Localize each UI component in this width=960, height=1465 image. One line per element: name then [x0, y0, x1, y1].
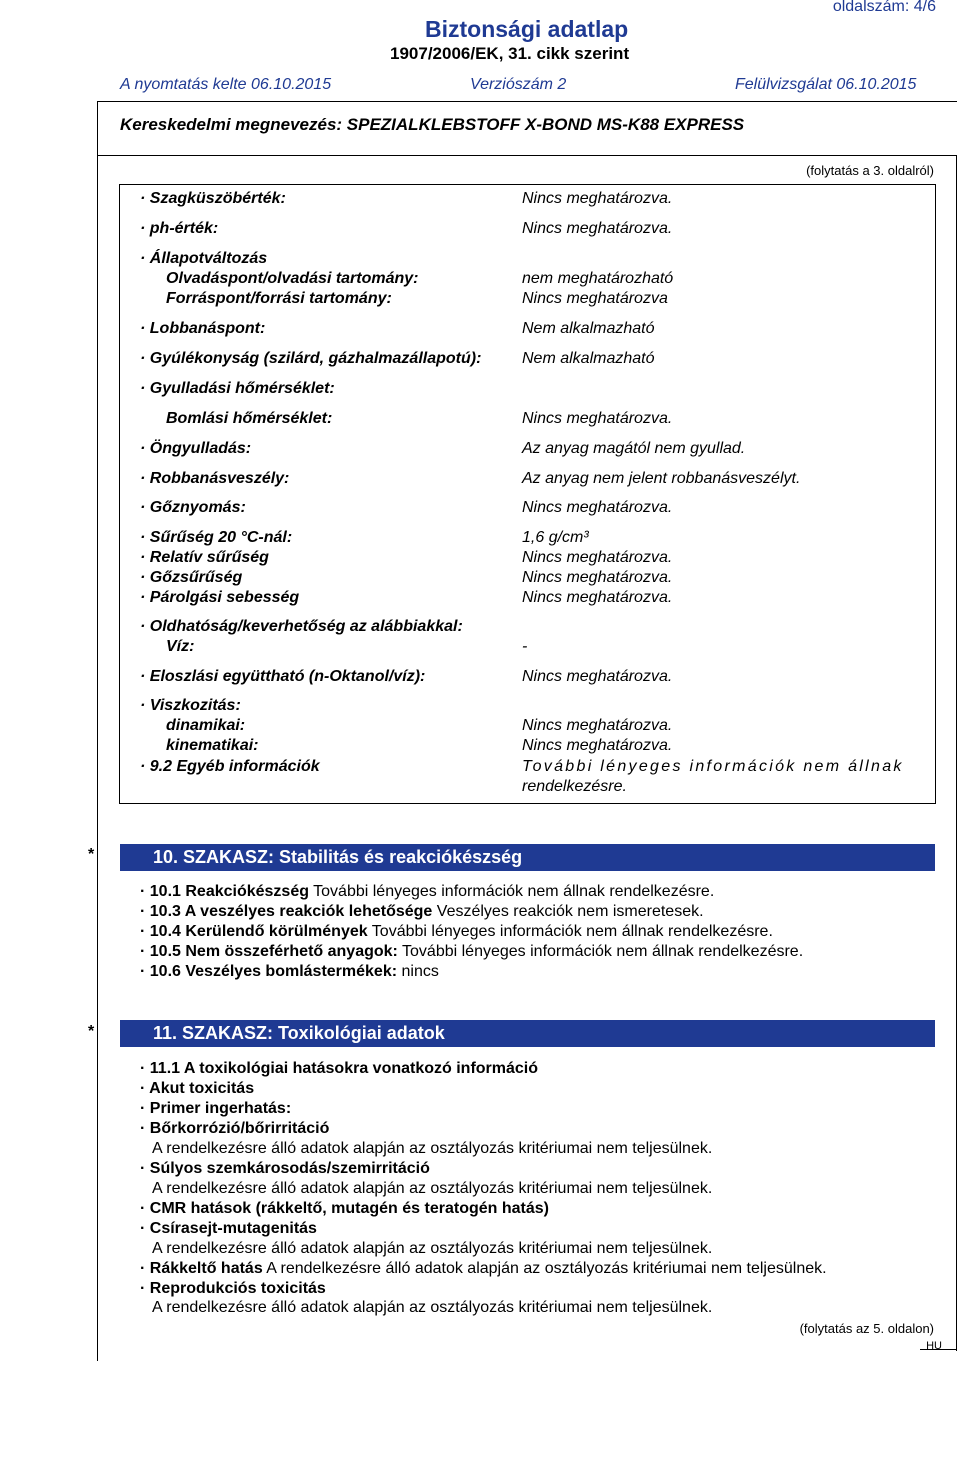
self-ignition-label: · Öngyulladás: — [140, 440, 252, 457]
odour-threshold-label: · Szagküszöbérték: — [140, 190, 286, 207]
skin-corrosion-text: A rendelkezésre álló adatok alapján az osztályozás kritériumai nem teljesülnek. — [152, 1140, 713, 1157]
primary-irritation-label: · Primer ingerhatás: — [140, 1100, 292, 1117]
state-change-label: · Állapotváltozás — [140, 250, 268, 267]
section-10-item — [140, 943, 803, 961]
version: Verziószám 2 — [470, 76, 567, 93]
item-text: További lényeges információk nem állnak rendelkezésre. — [397, 943, 804, 960]
other-info-label: · 9.2 Egyéb információk — [140, 758, 320, 775]
evaporation-rate-label: · Párolgási sebesség — [140, 589, 300, 606]
flammability-label: · Gyúlékonyság (szilárd, gázhalmazállapotú): — [140, 350, 482, 367]
vapour-density-label: · Gőzsűrűség — [140, 569, 243, 586]
odour-threshold-value: Nincs meghatározva. — [522, 190, 673, 207]
vapour-pressure-label: · Gőznyomás: — [140, 499, 246, 516]
viscosity-label: · Viszkozitás: — [140, 697, 241, 714]
partition-coefficient-label: · Eloszlási együttható (n-Oktanol/víz): — [140, 668, 426, 685]
dynamic-viscosity-label: dinamikai: — [166, 717, 246, 734]
water-value: - — [522, 638, 528, 655]
section-11-heading-text: 11. SZAKASZ: Toxikológiai adatok — [153, 1023, 445, 1043]
carcinogenicity-row — [140, 1260, 827, 1278]
melting-label: Olvadáspont/olvadási tartomány: — [166, 270, 419, 287]
right-border — [956, 155, 957, 1351]
item-text: További lényeges információk nem állnak rendelkezésre. — [367, 923, 773, 940]
relative-density-label: · Relatív sűrűség — [140, 549, 269, 566]
ph-label: · ph-érték: — [140, 220, 219, 237]
content-divider — [97, 155, 957, 156]
boiling-label: Forráspont/forrási tartomány: — [166, 290, 392, 307]
flash-point-value: Nem alkalmazható — [522, 320, 655, 337]
kinematic-viscosity-label: kinematikai: — [166, 737, 259, 754]
vapour-pressure-value: Nincs meghatározva. — [522, 499, 673, 516]
relative-density-value: Nincs meghatározva. — [522, 549, 673, 566]
item-label: · 10.5 Nem összeférhető anyagok: — [140, 943, 398, 960]
reproductive-toxicity-label: · Reprodukciós toxicitás — [140, 1280, 326, 1297]
kinematic-viscosity-value: Nincs meghatározva. — [522, 737, 673, 754]
flammability-value: Nem alkalmazható — [522, 350, 655, 367]
item-label: · 10.1 Reakciókészség — [140, 883, 309, 900]
cmr-effects-label: · CMR hatások (rákkeltő, mutagén és teratogén hatás) — [140, 1200, 549, 1217]
boiling-value: Nincs meghatározva — [522, 290, 668, 307]
ignition-temp-label: · Gyulladási hőmérséklet: — [140, 380, 335, 397]
carcinogenicity-text: A rendelkezésre álló adatok alapján az osztályozás kritériumai nem teljesülnek. — [262, 1260, 827, 1277]
reproductive-toxicity-text: A rendelkezésre álló adatok alapján az osztályozás kritériumai nem teljesülnek. — [152, 1299, 713, 1316]
item-label: · 10.3 A veszélyes reakciók lehetősége — [140, 903, 433, 920]
explosion-label: · Robbanásveszély: — [140, 470, 290, 487]
other-info-value-1: További lényeges információk nem állnak — [522, 758, 904, 775]
continued-on: (folytatás az 5. oldalon) — [799, 1321, 934, 1336]
trade-name: Kereskedelmi megnevezés: SPEZIALKLEBSTOFF X-BOND MS-K88 EXPRESS — [120, 115, 745, 134]
section-10-heading — [120, 844, 935, 871]
document-subtitle: 1907/2006/EK, 31. cikk szerint — [390, 44, 630, 63]
item-text: Veszélyes reakciók nem ismeretesek. — [432, 903, 704, 920]
dynamic-viscosity-value: Nincs meghatározva. — [522, 717, 673, 734]
item-text: További lényeges információk nem állnak rendelkezésre. — [309, 883, 715, 900]
section-11-heading — [120, 1020, 935, 1047]
footer-rule — [920, 1349, 956, 1350]
section-10-change-marker: * — [88, 846, 95, 863]
document-title: Biztonsági adatlap — [425, 16, 629, 42]
evaporation-rate-value: Nincs meghatározva. — [522, 589, 673, 606]
melting-value: nem meghatározható — [522, 270, 674, 287]
section-10-heading-text: 10. SZAKASZ: Stabilitás és reakciókészség — [153, 847, 523, 867]
other-info-value-2: rendelkezésre. — [522, 778, 627, 795]
section-11-change-marker: * — [88, 1023, 95, 1040]
header-divider — [97, 101, 957, 102]
skin-corrosion-label: · Bőrkorrózió/bőrirritáció — [140, 1120, 330, 1137]
solubility-label: · Oldhatóság/keverhetőség az alábbiakkal: — [140, 618, 463, 635]
acute-toxicity-label: · Akut toxicitás — [140, 1080, 255, 1097]
continued-from: (folytatás a 3. oldalról) — [806, 163, 934, 178]
section-10-item — [140, 903, 704, 921]
toxicology-info-heading: · 11.1 A toxikológiai hatásokra vonatkozó információ — [140, 1060, 539, 1077]
section-10-item — [140, 883, 714, 901]
vapour-density-value: Nincs meghatározva. — [522, 569, 673, 586]
self-ignition-value: Az anyag magától nem gyullad. — [522, 440, 746, 457]
print-date: A nyomtatás kelte 06.10.2015 — [120, 76, 332, 93]
item-label: · 10.4 Kerülendő körülmények — [140, 923, 368, 940]
section-10-item — [140, 963, 439, 981]
revision-date: Felülvizsgálat 06.10.2015 — [735, 76, 917, 93]
language-code: HU — [926, 1340, 942, 1352]
item-text: nincs — [397, 963, 439, 980]
flash-point-label: · Lobbanáspont: — [140, 320, 266, 337]
eye-damage-text: A rendelkezésre álló adatok alapján az osztályozás kritériumai nem teljesülnek. — [152, 1180, 713, 1197]
page-number: oldalszám: 4/6 — [832, 0, 936, 15]
density-label: · Sűrűség 20 °C-nál: — [140, 529, 293, 546]
eye-damage-label: · Súlyos szemkárosodás/szemirritáció — [140, 1160, 430, 1177]
water-label: Víz: — [166, 638, 195, 655]
left-border — [97, 101, 98, 1361]
partition-coefficient-value: Nincs meghatározva. — [522, 668, 673, 685]
decomposition-temp-label: Bomlási hőmérséklet: — [166, 410, 333, 427]
explosion-value: Az anyag nem jelent robbanásveszélyt. — [522, 470, 801, 487]
decomposition-temp-value: Nincs meghatározva. — [522, 410, 673, 427]
item-label: · 10.6 Veszélyes bomlástermékek: — [140, 963, 398, 980]
carcinogenicity-label: · Rákkeltő hatás — [140, 1260, 263, 1277]
germ-cell-mutagenicity-text: A rendelkezésre álló adatok alapján az osztályozás kritériumai nem teljesülnek. — [152, 1240, 713, 1257]
ph-value: Nincs meghatározva. — [522, 220, 673, 237]
density-value: 1,6 g/cm³ — [522, 529, 589, 546]
germ-cell-mutagenicity-label: · Csírasejt-mutagenitás — [140, 1220, 317, 1237]
section-10-item — [140, 923, 773, 941]
